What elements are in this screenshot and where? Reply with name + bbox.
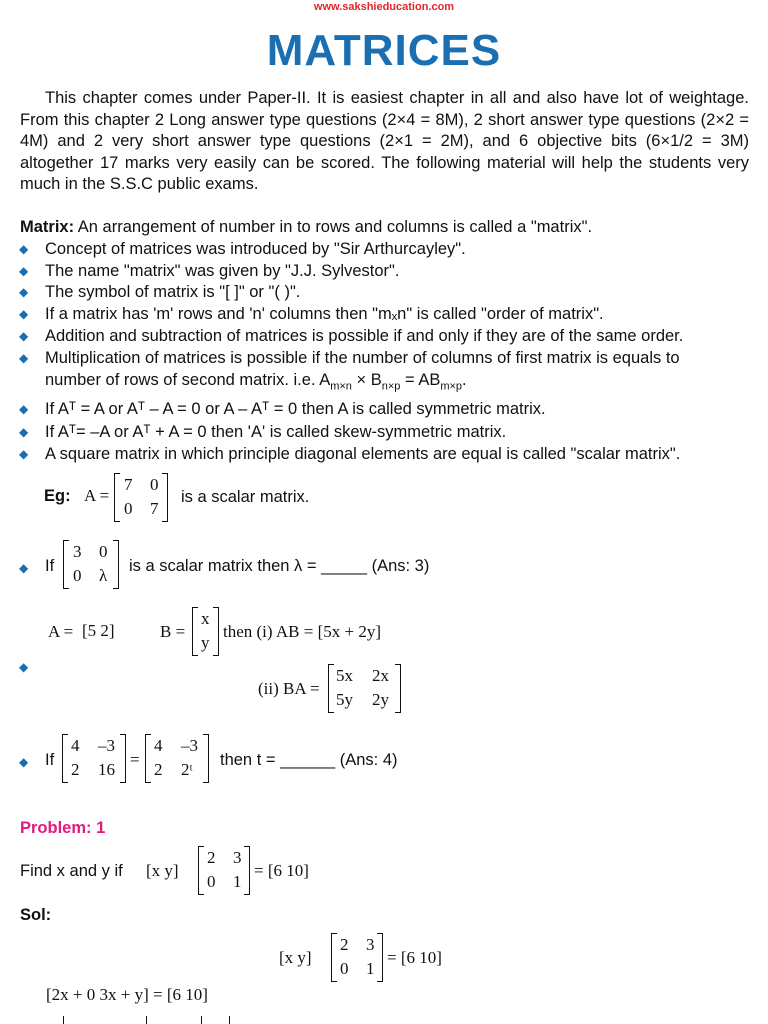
- cut-mark: [146, 1016, 147, 1024]
- solution-rhs: = [6 10]: [387, 948, 442, 967]
- intro-paragraph: This chapter comes under Paper-II. It is easiest chapter in all and also have lot of weightage. From this chapter 2 Long answer type questions (2×4 = 8M), 2 short answer type questions (2×2 = 4M) and 2 very short answer type questions (2×1 = 2M), and 6 objective bits (6×1/2 = 3M) altogether 17 marks very easily can be scored. The following material will help the students very much in the S.S.C public exams.: [20, 89, 749, 194]
- q3-if: If: [45, 751, 55, 769]
- bullet-4: If a matrix has 'm' rows and 'n' columns then "mₓn" is called "order of matrix".: [45, 305, 604, 323]
- diamond-bullet-icon: ◆: [19, 425, 29, 439]
- matrix-definition-text: An arrangement of number in to rows and columns is called a "matrix".: [74, 218, 593, 236]
- bullet-1: Concept of matrices was introduced by "Sir Arthurcayley".: [45, 240, 466, 258]
- diamond-bullet-icon: ◆: [19, 402, 29, 416]
- problem-matrix: 2 3 0 1: [198, 846, 250, 895]
- bullet-7: If Aᵀ = A or Aᵀ – A = 0 or A – Aᵀ = 0 then A is called symmetric matrix.: [45, 400, 546, 418]
- example-text: is a scalar matrix.: [181, 488, 310, 506]
- q1-text: is a scalar matrix then λ = _____ (Ans: 3): [129, 557, 430, 575]
- q2-ba-lhs: (ii) BA =: [258, 679, 320, 698]
- solution-matrix: 2 3 0 1: [331, 933, 383, 982]
- example-matrix: 7 0 0 7: [114, 473, 168, 522]
- diamond-bullet-icon: ◆: [19, 285, 29, 299]
- example-lhs: A =: [84, 486, 110, 505]
- diamond-bullet-icon: ◆: [19, 561, 29, 575]
- diamond-bullet-icon: ◆: [19, 755, 29, 769]
- q2-b-lhs: B =: [160, 622, 186, 641]
- bullet-6-line-1: Multiplication of matrices is possible if the number of columns of first matrix is equals to: [45, 349, 680, 367]
- example-label: Eg:: [44, 487, 71, 505]
- q2-a-lhs: A =: [48, 622, 74, 641]
- bullet-3: The symbol of matrix is "[ ]" or "( )".: [45, 283, 301, 301]
- q1-matrix: 3 0 0 λ: [63, 540, 119, 589]
- site-url[interactable]: www.sakshieducation.com: [313, 1, 455, 13]
- bullet-5: Addition and subtraction of matrices is possible if and only if they are of the same order.: [45, 327, 684, 345]
- diamond-bullet-icon: ◆: [19, 329, 29, 343]
- solution-final-equation: [2x + 0 3x + y] = [6 10]: [46, 985, 208, 1004]
- q2-ba-matrix: 5x 2x 5y 2y: [328, 664, 401, 713]
- q2-b-matrix: x y: [192, 607, 219, 656]
- problem-row-vector: [x y]: [146, 861, 179, 880]
- q3-matrix-left: 4 –3 2 16: [62, 734, 126, 783]
- diamond-bullet-icon: ◆: [19, 351, 29, 365]
- q3-text: then t = ______ (Ans: 4): [220, 751, 398, 769]
- diamond-bullet-icon: ◆: [19, 242, 29, 256]
- solution-row-vector: [x y]: [279, 948, 312, 967]
- bullet-6-line-2: number of rows of second matrix. i.e. $A_{m\times n} \times B_{n\times p} = AB_{m\times p}$.: [45, 371, 467, 393]
- page-title: MATRICES: [266, 26, 502, 75]
- q3-matrix-right: 4 –3 2 2ᵗ: [145, 734, 209, 783]
- q2-ab-text: then (i) AB = [5x + 2y]: [223, 622, 381, 641]
- cut-mark: [201, 1016, 202, 1024]
- q1-if: If: [45, 557, 55, 575]
- diamond-bullet-icon: ◆: [19, 660, 29, 674]
- diamond-bullet-icon: ◆: [19, 307, 29, 321]
- diamond-bullet-icon: ◆: [19, 264, 29, 278]
- cut-mark: [63, 1016, 64, 1024]
- matrix-term: Matrix:: [20, 218, 75, 236]
- diamond-bullet-icon: ◆: [19, 447, 29, 461]
- problem-heading: Problem: 1: [20, 819, 106, 837]
- solution-label: Sol:: [20, 906, 52, 924]
- q3-equals: =: [130, 750, 140, 769]
- q2-a-row: [5 2]: [82, 621, 115, 640]
- bullet-9: A square matrix in which principle diagonal elements are equal is called "scalar matrix".: [45, 445, 681, 463]
- bullet-2: The name "matrix" was given by "J.J. Sylvestor".: [45, 262, 400, 280]
- problem-find-text: Find x and y if: [20, 862, 123, 880]
- matrix-definition: [20, 217, 592, 239]
- bullet-8: If Aᵀ= –A or Aᵀ + A = 0 then 'A' is called skew-symmetric matrix.: [45, 423, 507, 441]
- problem-rhs: = [6 10]: [254, 861, 309, 880]
- cut-mark: [229, 1016, 230, 1024]
